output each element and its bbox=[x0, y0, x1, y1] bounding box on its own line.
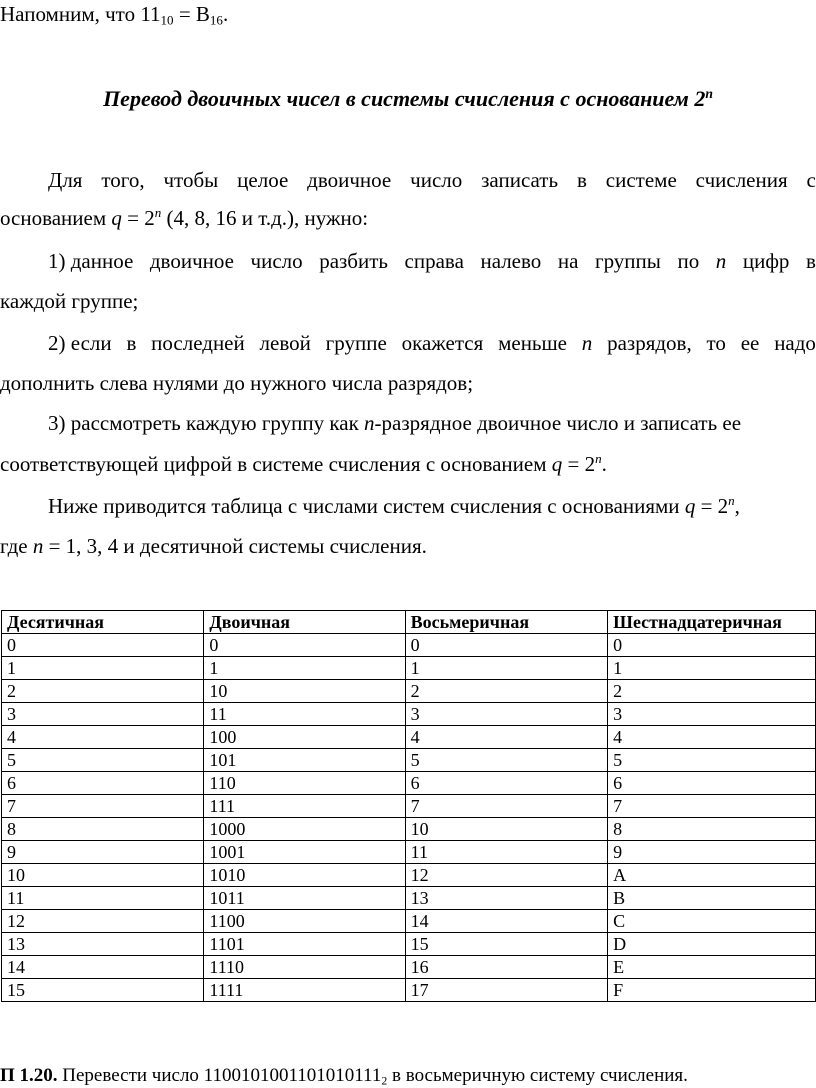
table-cell: 0 bbox=[2, 634, 204, 657]
task-line bbox=[0, 1065, 688, 1088]
table-cell: 101 bbox=[204, 749, 405, 772]
table-cell: B bbox=[608, 887, 816, 910]
step3-line2 bbox=[0, 451, 607, 476]
p2-eq: = 2 bbox=[695, 494, 729, 518]
table-row bbox=[2, 910, 816, 933]
table-row bbox=[2, 956, 816, 979]
task-subscript: 2 bbox=[381, 1074, 388, 1088]
table-row bbox=[2, 841, 816, 864]
table-cell: 12 bbox=[405, 864, 608, 887]
word: ее bbox=[740, 331, 760, 355]
step2-line1 bbox=[48, 333, 816, 354]
table-body bbox=[2, 634, 816, 1002]
table-cell: 9 bbox=[608, 841, 816, 864]
s3-var-n: n bbox=[364, 411, 375, 435]
table-row bbox=[2, 795, 816, 818]
s3-var-q: q bbox=[551, 452, 563, 476]
table-cell: 1 bbox=[608, 657, 816, 680]
intro-text: Напомним, что 11 bbox=[0, 2, 161, 26]
step2-line2: дополнить слева нулями до нужного числа разрядов; bbox=[0, 371, 474, 395]
table-cell: E bbox=[608, 956, 816, 979]
s3-text-a: 3) рассмотреть каждую группу как bbox=[48, 411, 365, 435]
p2-comma: , bbox=[734, 494, 740, 518]
table-cell: 1011 bbox=[204, 887, 405, 910]
table-cell: 2 bbox=[2, 680, 204, 703]
word: Для bbox=[48, 168, 83, 192]
task-label: П 1.20. bbox=[0, 1065, 58, 1086]
word: счисления bbox=[695, 168, 788, 192]
table-cell: 1 bbox=[405, 657, 608, 680]
intro-line bbox=[0, 2, 229, 28]
header-binary: Двоичная bbox=[204, 611, 405, 634]
table-cell: 11 bbox=[204, 703, 405, 726]
table-cell: 15 bbox=[405, 933, 608, 956]
table-row bbox=[2, 680, 816, 703]
task-text: Перевести число 1100101001101010111 bbox=[57, 1065, 382, 1086]
table-cell: 9 bbox=[2, 841, 204, 864]
section-title-superscript: n bbox=[705, 85, 713, 101]
word: число bbox=[410, 168, 463, 192]
word: n bbox=[581, 331, 593, 355]
intro-text-end: . bbox=[222, 2, 229, 26]
word: 1) данное bbox=[48, 249, 134, 273]
p1-sup-n: n bbox=[154, 205, 162, 221]
section-title bbox=[0, 85, 816, 111]
table-cell: 110 bbox=[204, 772, 405, 795]
word: надо bbox=[774, 331, 816, 355]
table-row bbox=[2, 772, 816, 795]
table-cell: 7 bbox=[405, 795, 608, 818]
word: двоичное bbox=[149, 249, 234, 273]
word: в bbox=[806, 249, 816, 273]
table-cell: 0 bbox=[204, 634, 405, 657]
table-header-row bbox=[2, 611, 816, 634]
table-cell: 2 bbox=[608, 680, 816, 703]
paragraph2-line1 bbox=[48, 493, 740, 518]
p2-sup-n: n bbox=[728, 493, 735, 509]
header-hex: Шестнадцатеричная bbox=[608, 611, 816, 634]
table-cell: 1100 bbox=[204, 910, 405, 933]
word: 2) если bbox=[48, 331, 112, 355]
intro-subscript-16: 16 bbox=[209, 12, 223, 28]
word: n bbox=[715, 249, 727, 273]
table-cell: 111 bbox=[204, 795, 405, 818]
word: налево bbox=[480, 249, 542, 273]
table-cell: 6 bbox=[2, 772, 204, 795]
word: того, bbox=[101, 168, 145, 192]
p2-var-q: q bbox=[684, 494, 696, 518]
s3-sup-n: n bbox=[595, 451, 602, 467]
table-cell: 1101 bbox=[204, 933, 405, 956]
word: окажется bbox=[401, 331, 484, 355]
step1-line2: каждой группе; bbox=[0, 289, 139, 313]
word: группе bbox=[325, 331, 387, 355]
word: разрядов, bbox=[607, 331, 692, 355]
table-row bbox=[2, 749, 816, 772]
table-cell: A bbox=[608, 864, 816, 887]
table-cell: 3 bbox=[2, 703, 204, 726]
word: в bbox=[576, 168, 587, 192]
p2-text-a: Ниже приводится таблица с числами систем счисления с основаниями bbox=[48, 494, 685, 518]
word: разбить bbox=[319, 249, 388, 273]
table-cell: 100 bbox=[204, 726, 405, 749]
word: группы bbox=[594, 249, 661, 273]
section-title-text: Перевод двоичных чисел в системы счисления с основанием 2 bbox=[103, 86, 706, 111]
table-cell: 16 bbox=[405, 956, 608, 979]
table-row bbox=[2, 979, 816, 1002]
word: системе bbox=[605, 168, 677, 192]
table-row bbox=[2, 864, 816, 887]
table-row bbox=[2, 933, 816, 956]
table-cell: 6 bbox=[608, 772, 816, 795]
table-cell: 5 bbox=[405, 749, 608, 772]
word: записать bbox=[481, 168, 559, 192]
p1-tail: (4, 8, 16 и т.д.), нужно: bbox=[161, 206, 369, 230]
table-cell: 10 bbox=[2, 864, 204, 887]
p1-eq: = 2 bbox=[121, 206, 155, 230]
s3-eq: = 2 bbox=[562, 452, 596, 476]
word: число bbox=[250, 249, 303, 273]
word: справа bbox=[404, 249, 464, 273]
p2-text-c: где bbox=[0, 534, 33, 558]
s3-text-c: соответствующей цифрой в системе счисления с основанием bbox=[0, 452, 552, 476]
word: чтобы bbox=[163, 168, 219, 192]
table-cell: 10 bbox=[204, 680, 405, 703]
paragraph1-line2 bbox=[0, 205, 369, 230]
step1-line1 bbox=[48, 251, 816, 272]
word: с bbox=[806, 168, 816, 192]
table-cell: 14 bbox=[405, 910, 608, 933]
p1-var-q: q bbox=[111, 206, 122, 230]
table-cell: 13 bbox=[405, 887, 608, 910]
table-cell: 10 bbox=[405, 818, 608, 841]
word: то bbox=[706, 331, 726, 355]
table-cell: 1 bbox=[2, 657, 204, 680]
intro-text-mid: = B bbox=[173, 2, 210, 26]
table-cell: 5 bbox=[608, 749, 816, 772]
table-cell: D bbox=[608, 933, 816, 956]
word: меньше bbox=[498, 331, 567, 355]
s3-text-b: -разрядное двоичное число и записать ее bbox=[374, 411, 742, 435]
table-row bbox=[2, 703, 816, 726]
table-cell: 1 bbox=[204, 657, 405, 680]
table-cell: C bbox=[608, 910, 816, 933]
intro-subscript-10: 10 bbox=[160, 12, 174, 28]
table-cell: 1001 bbox=[204, 841, 405, 864]
paragraph2-line2 bbox=[0, 536, 427, 557]
step3-line1 bbox=[48, 413, 741, 434]
table-cell: 3 bbox=[405, 703, 608, 726]
table-cell: 7 bbox=[608, 795, 816, 818]
table-cell: 14 bbox=[2, 956, 204, 979]
table-row bbox=[2, 726, 816, 749]
table-cell: 1111 bbox=[204, 979, 405, 1002]
word: в bbox=[126, 331, 137, 355]
table-cell: 0 bbox=[608, 634, 816, 657]
s3-tail: . bbox=[601, 452, 607, 476]
task-text-end: в восьмеричную систему счисления. bbox=[387, 1065, 688, 1086]
table-cell: 1010 bbox=[204, 864, 405, 887]
table-cell: 0 bbox=[405, 634, 608, 657]
table-cell: 11 bbox=[405, 841, 608, 864]
table-cell: 12 bbox=[2, 910, 204, 933]
header-decimal: Десятичная bbox=[2, 611, 204, 634]
table-cell: 1000 bbox=[204, 818, 405, 841]
table-cell: 7 bbox=[2, 795, 204, 818]
table-cell: 8 bbox=[608, 818, 816, 841]
table-row bbox=[2, 887, 816, 910]
table-cell: 13 bbox=[2, 933, 204, 956]
table-cell: 4 bbox=[405, 726, 608, 749]
word: по bbox=[677, 249, 700, 273]
word: левой bbox=[259, 331, 311, 355]
table-cell: 4 bbox=[2, 726, 204, 749]
table-row bbox=[2, 634, 816, 657]
table-row bbox=[2, 818, 816, 841]
table-cell: 8 bbox=[2, 818, 204, 841]
table-cell: 3 bbox=[608, 703, 816, 726]
word: двоичное bbox=[307, 168, 392, 192]
table-cell: 4 bbox=[608, 726, 816, 749]
number-systems-table bbox=[1, 610, 816, 1002]
header-octal: Восьмеричная bbox=[405, 611, 608, 634]
p1-text: основанием bbox=[0, 206, 112, 230]
word: цифр bbox=[742, 249, 790, 273]
table-cell: F bbox=[608, 979, 816, 1002]
word: на bbox=[557, 249, 579, 273]
table-cell: 5 bbox=[2, 749, 204, 772]
paragraph1-line1 bbox=[48, 170, 816, 191]
table-cell: 6 bbox=[405, 772, 608, 795]
table-cell: 2 bbox=[405, 680, 608, 703]
table-cell: 1110 bbox=[204, 956, 405, 979]
table-row bbox=[2, 657, 816, 680]
word: последней bbox=[151, 331, 245, 355]
table-cell: 11 bbox=[2, 887, 204, 910]
p2-var-n: n bbox=[32, 534, 44, 558]
word: целое bbox=[237, 168, 289, 192]
p2-text-d: = 1, 3, 4 и десятичной системы счисления. bbox=[43, 534, 427, 558]
table-cell: 15 bbox=[2, 979, 204, 1002]
table-cell: 17 bbox=[405, 979, 608, 1002]
